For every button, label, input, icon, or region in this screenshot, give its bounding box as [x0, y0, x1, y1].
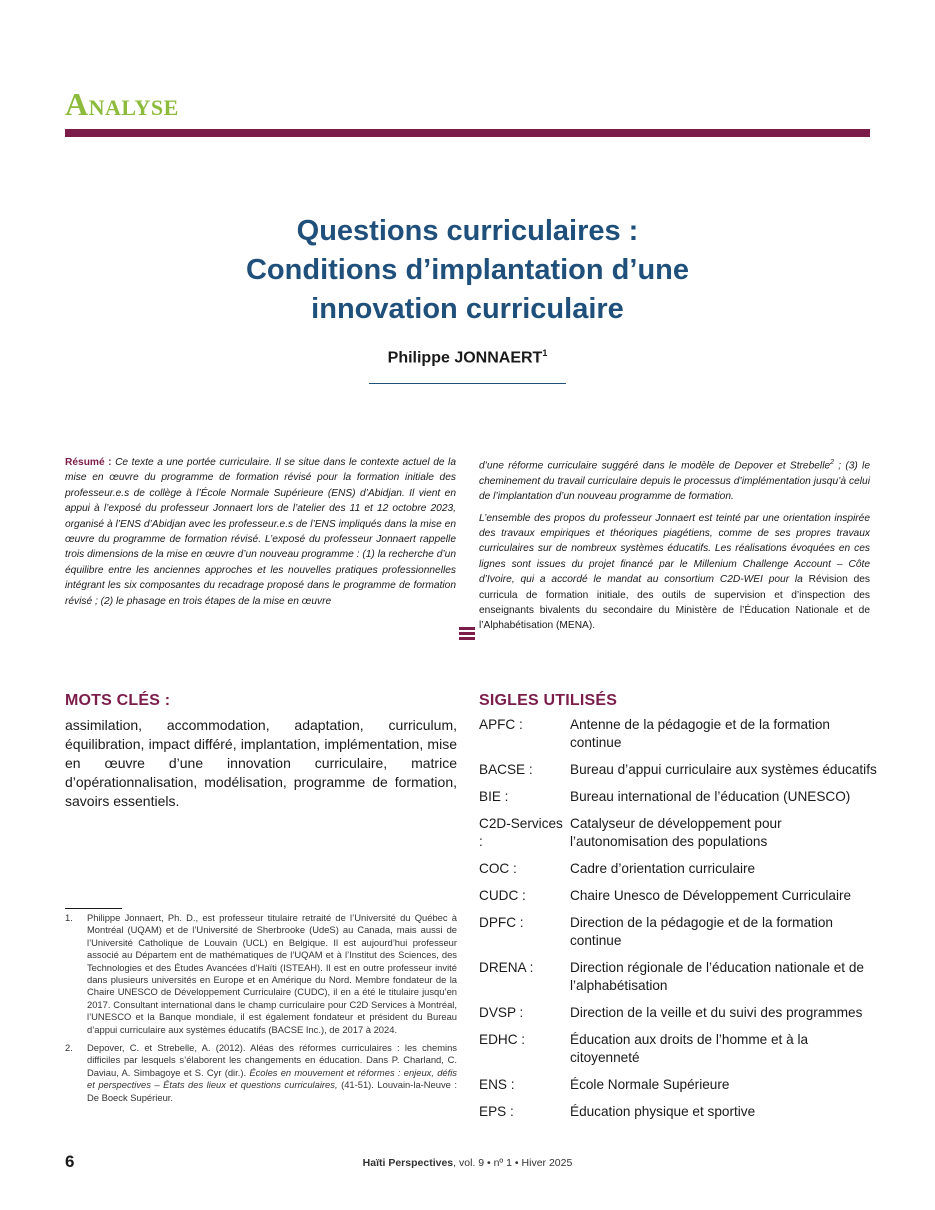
acronym-definition: Direction de la veille et du suivi des programmes	[570, 1005, 863, 1020]
keywords-text: assimilation, accommodation, adaptation, curriculum, équilibration, impact différé, implantation, implémentation, mise en œuvre d’une innovation curriculaire, matrice d’opérationnalisation, modélisation, programme de formation, savoirs essentiels.	[65, 717, 457, 809]
title-line: innovation curriculaire	[311, 293, 624, 325]
acronyms-heading: SIGLES UTILISÉS	[479, 692, 618, 709]
acronym-row	[479, 716, 879, 752]
abstract-text: Ce texte a une portée curriculaire. Il se situe dans le contexte actuel de la mise en œuvre du programme de formation révisé pour la formation initiale des professeur.e.s de collège à l’École Normale Supérieure (ENS) d’Abidjan. Il vient en appui à l’exposé du professeur Jonnaert lors de l’atelier des 11 et 12 octobre 2023, organisé à l’ENS d’Abidjan avec les professeur.e.s de l’ENS impliqués dans la mise en œuvre du programme de formation révisé. L’exposé du professeur Jonnaert rappelle trois dimensions de la mise en œuvre d’un nouveau programme : (1) la recherche d’un équilibre entre les anciennes approches et les nouvelles pratiques professionnelles intégrant les six composantes du recadrage proposé dans le programme de formation révisé ; (2) le phasage en trois étapes de la mise en œuvre	[65, 457, 456, 607]
author-name: Philippe JONNAERT	[387, 349, 543, 367]
acronym: EDHC :	[479, 1032, 526, 1047]
acronym-definition: Chaire Unesco de Développement Curriculaire	[570, 888, 852, 903]
acronym: ENS :	[479, 1077, 515, 1092]
acronym-definition: Éducation aux droits de l’homme et à la citoyenneté	[570, 1032, 809, 1065]
running-footer	[300, 1157, 635, 1169]
acronym-row	[479, 1076, 879, 1094]
acronym-definition: Éducation physique et sportive	[570, 1104, 756, 1119]
acronym-row	[479, 860, 879, 878]
acronym: C2D-Services :	[479, 816, 563, 849]
acronym-row	[479, 914, 879, 950]
acronym-definition: Antenne de la pédagogie et de la formation continue	[570, 717, 830, 750]
acronyms-list	[479, 716, 879, 1130]
header-rule	[65, 129, 870, 137]
author-footnote-ref[interactable]: 1	[542, 348, 548, 358]
footnote-rule	[65, 908, 122, 909]
acronym-row	[479, 1031, 879, 1067]
acronym: COC :	[479, 861, 517, 876]
abstract-text: L’ensemble des propos du professeur Jonnaert est teinté par une orientation inspirée des travaux empiriques et théoriques piagétiens, comme de ses propres travaux curriculaires sur de nombreux systèmes éducatifs. Les réalisations évoquées en ces lignes sont issues du projet financé par le Millenium Challenge Account – Côte d’Ivoire, qui a accordé le mandat au consortium C2D-WEI pour la	[479, 512, 870, 586]
acronym: CUDC :	[479, 888, 526, 903]
abstract-text: ; (3) le cheminement du travail curriculaire depuis le processus d’implémentation jusqu’à celui de l’implantation d’un nouveau programme de formation.	[479, 460, 870, 503]
keywords-heading: MOTS CLÉS :	[65, 692, 171, 709]
acronym-row	[479, 887, 879, 905]
acronym: BACSE :	[479, 762, 533, 777]
acronym-definition: Bureau international de l’éducation (UNESCO)	[570, 789, 851, 804]
abstract-text: d’une réforme curriculaire suggéré dans le modèle de Depover et Strebelle	[479, 460, 831, 472]
abstract-right-column	[479, 455, 870, 640]
acronym-definition: Catalyseur de développement pour l’autonomisation des populations	[570, 816, 782, 849]
acronym-row	[479, 1103, 879, 1121]
acronym: BIE :	[479, 789, 509, 804]
acronym-definition: École Normale Supérieure	[570, 1077, 730, 1092]
acronym-definition: Cadre d’orientation curriculaire	[570, 861, 756, 876]
acronym-row	[479, 761, 879, 779]
footnote-number: 2.	[65, 1042, 73, 1054]
footnote-text-part: (41-51). Louvain-la-Neuve : De Boeck Supérieur.	[87, 1079, 457, 1103]
author-line	[300, 348, 635, 367]
issue-info: , vol. 9 • nº 1 • Hiver 2025	[453, 1157, 573, 1169]
footnotes	[65, 912, 457, 1110]
abstract-left-column	[65, 455, 456, 615]
acronym-row	[479, 959, 879, 995]
page-number: 6	[65, 1152, 75, 1171]
footnote-text-part: Depover, C. et Strebelle, A. (2012). Aléas des réformes curriculaires : les chemins difficiles par lesquels s’élaborent les changements en éducation. Dans P. Charland, C. Daviau, A. Simbagoye et S. Cyr (dir.).	[87, 1042, 457, 1078]
footnote	[65, 1042, 457, 1104]
footnote-ref[interactable]: 2	[830, 459, 835, 466]
acronym-row	[479, 815, 879, 851]
footnote-number: 1.	[65, 912, 73, 923]
title-line: Questions curriculaires :	[296, 215, 639, 247]
section-label: Analyse	[65, 86, 179, 122]
acronym: DPFC :	[479, 915, 524, 930]
abstract-text: Révision des curricula de formation initiale, des outils de supervision et d’inspection des enseignants bivalents du secondaire du Ministère de l’Éducation Nationale et de l’Alphabétisation (MENA).	[479, 574, 870, 632]
footnote-text	[87, 1042, 457, 1104]
footnote-text: Philippe Jonnaert, Ph. D., est professeur titulaire retraité de l’Université du Québec à Montréal (UQAM) et de l’Université de Sherbrooke (UdeS) au Canada, mais aussi de l’Université Catholique de Louvain (UCL) en Belgique. Il est aujourd’hui professeur associé au Départem ent de mathématiques de l’UQAM et à l’Institut des Sciences, des Technologies et des Études Avancées d’Haïti (ISTEAH). Il est en outre professeur invité dans plusieurs universités en Europe et en Amérique du Nord. Membre fondateur de la Chaire UNESCO de Développement Curriculaire (CUDC), il en a été le titulaire jusqu’en 2017. Consultant international dans le champ curriculaire pour C2D Services à Montréal, l’UNESCO et la Banque mondiale, il est également fondateur et président du Bureau d’appui curriculaire aux systèmes éducatifs (BACSE Inc.), de 2017 à 2024.	[87, 912, 457, 1035]
acronym-row	[479, 1004, 879, 1022]
acronym: DVSP :	[479, 1005, 524, 1020]
article-title	[150, 212, 785, 329]
acronym-row	[479, 788, 879, 806]
acronym-definition: Direction régionale de l’éducation nationale et de l’alphabétisation	[570, 960, 864, 993]
acronym-definition: Direction de la pédagogie et de la formation continue	[570, 915, 833, 948]
footnote-book-title: Écoles en mouvement et réformes : enjeux, défis et perspectives – États des lieux et questions curriculaires,	[87, 1066, 457, 1091]
title-line: Conditions d’implantation d’une	[245, 254, 689, 286]
acronym: DRENA :	[479, 960, 534, 975]
footnote	[65, 912, 457, 1036]
author-rule	[369, 383, 566, 384]
section-divider-icon	[459, 627, 475, 642]
journal-name: Haïti Perspectives	[362, 1157, 454, 1169]
acronym: APFC :	[479, 717, 523, 732]
acronym-definition: Bureau d’appui curriculaire aux systèmes éducatifs	[570, 762, 877, 777]
acronym: EPS :	[479, 1104, 514, 1119]
abstract-label: Résumé :	[65, 457, 112, 468]
